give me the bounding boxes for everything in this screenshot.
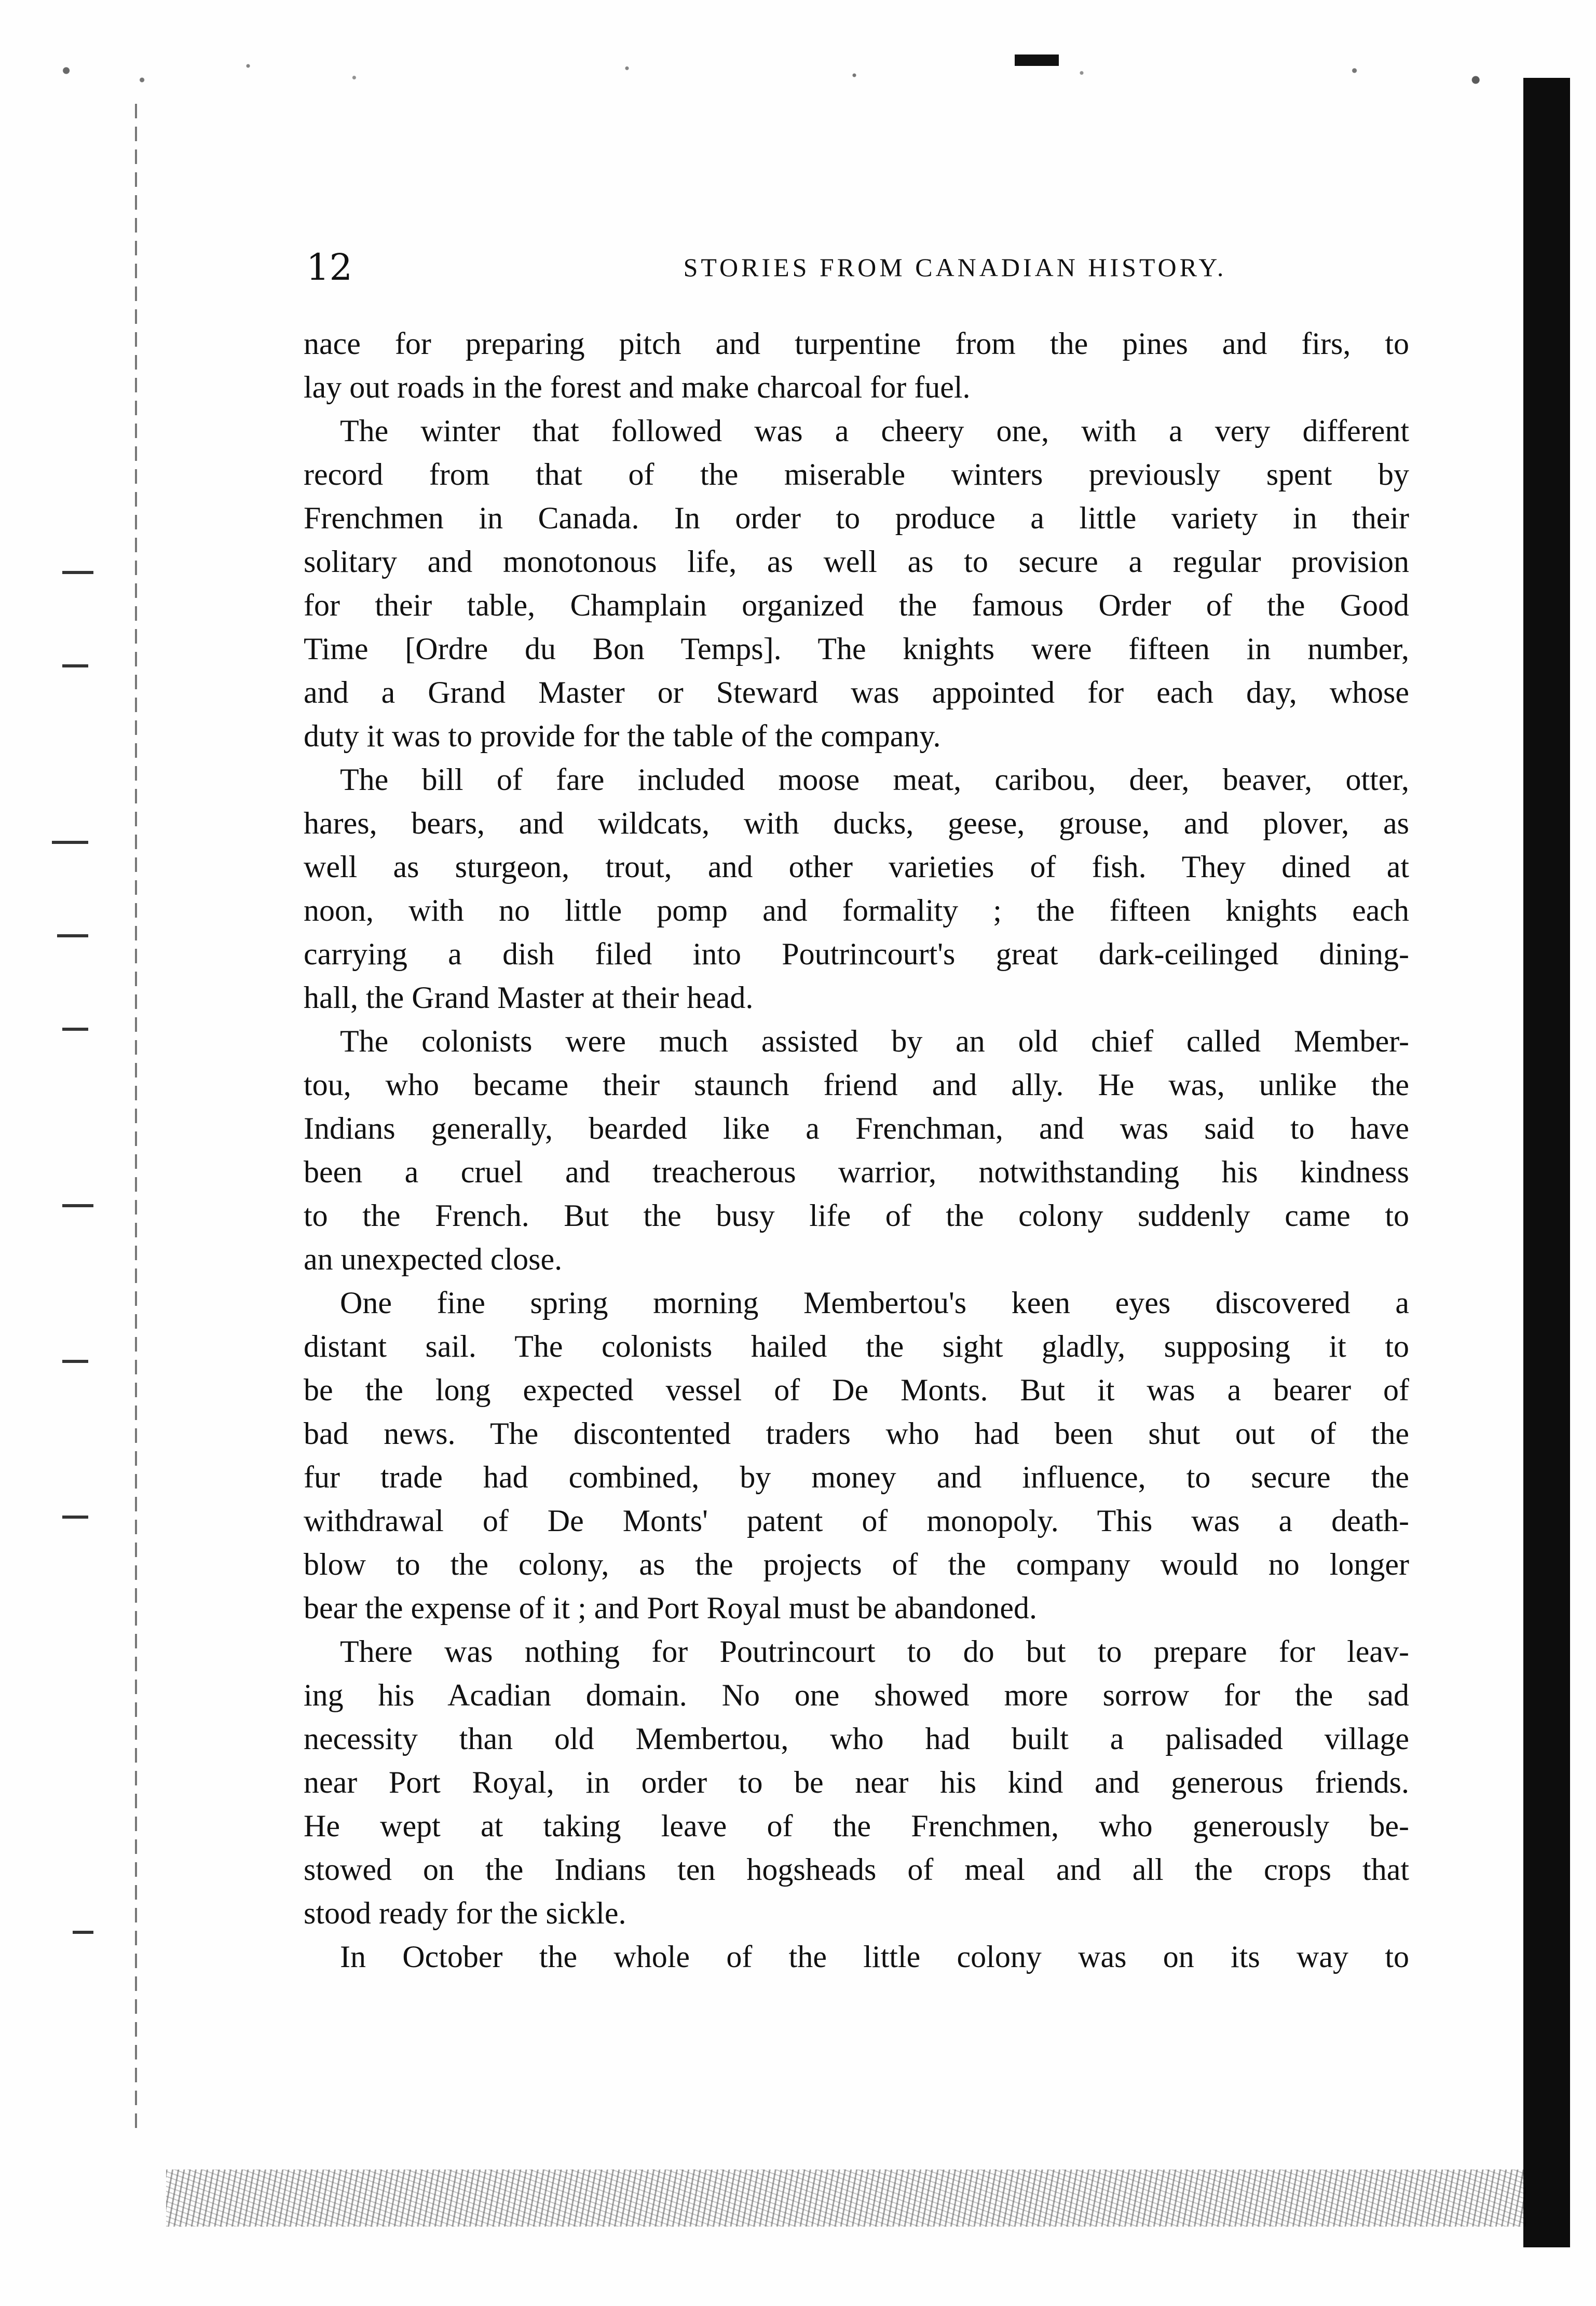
text-line: Indians generally, bearded like a Frenchman, and was said to have [304, 1111, 1409, 1145]
text-line: stowed on the Indians ten hogsheads of meal and all the crops that [304, 1852, 1409, 1887]
paragraph-first-line: The bill of fare included moose meat, caribou, deer, beaver, otter, [340, 762, 1409, 797]
text-line: withdrawal of De Monts' patent of monopoly. This was a death- [304, 1504, 1409, 1538]
text-line: to the French. But the busy life of the colony suddenly came to [304, 1198, 1409, 1233]
text-line: near Port Royal, in order to be near his kind and generous friends. [304, 1765, 1409, 1799]
page-header [306, 244, 1510, 291]
text-line: and a Grand Master or Steward was appointed for each day, whose [304, 675, 1409, 709]
text-line: blow to the colony, as the projects of the company would no longer [304, 1547, 1409, 1581]
text-line: tou, who became their staunch friend and ally. He was, unlike the [304, 1068, 1409, 1102]
margin-tick [62, 1360, 88, 1363]
text-line: been a cruel and treacherous warrior, notwithstanding his kindness [304, 1155, 1409, 1189]
text-line: necessity than old Membertou, who had built a palisaded village [304, 1722, 1409, 1756]
margin-tick [57, 934, 88, 937]
paragraph-first-line: The colonists were much assisted by an old chief called Member- [340, 1024, 1409, 1058]
margin-tick [62, 664, 88, 667]
margin-tick [52, 841, 88, 844]
text-line: solitary and monotonous life, as well as to secure a regular provision [304, 544, 1409, 579]
text-line: distant sail. The colonists hailed the sight gladly, supposing it to [304, 1329, 1409, 1363]
scan-noise-bottom [166, 2169, 1526, 2227]
margin-tick [62, 1516, 88, 1519]
text-line: hall, the Grand Master at their head. [304, 980, 754, 1015]
text-line: hares, bears, and wildcats, with ducks, geese, grouse, and plover, as [304, 806, 1409, 840]
text-line: for their table, Champlain organized the famous Order of the Good [304, 588, 1409, 622]
text-line: Frenchmen in Canada. In order to produce a little variety in their [304, 501, 1409, 535]
text-line: He wept at taking leave of the Frenchmen, who generously be- [304, 1809, 1409, 1843]
text-line: fur trade had combined, by money and influence, to secure the [304, 1460, 1409, 1494]
text-line: be the long expected vessel of De Monts. But it was a bearer of [304, 1373, 1409, 1407]
text-line: nace for preparing pitch and turpentine from the pines and firs, to [304, 326, 1409, 361]
paragraph-first-line: One fine spring morning Membertou's keen eyes discovered a [340, 1286, 1409, 1320]
text-line: bad news. The discontented traders who had been shut out of the [304, 1416, 1409, 1451]
binding-edge [1523, 78, 1570, 2247]
scan-noise-top [21, 52, 1536, 99]
paragraph-first-line: In October the whole of the little colony was on its way to [340, 1940, 1409, 1974]
margin-tick [62, 1204, 93, 1207]
text-line: duty it was to provide for the table of the company. [304, 719, 941, 753]
text-line: bear the expense of it ; and Port Royal must be abandoned. [304, 1591, 1037, 1625]
text-line: an unexpected close. [304, 1242, 563, 1276]
page-number: 12 [306, 246, 353, 289]
text-line: well as sturgeon, trout, and other varieties of fish. They dined at [304, 850, 1409, 884]
paragraph-first-line: There was nothing for Poutrincourt to do but to prepare for leav- [340, 1634, 1409, 1669]
body-text [304, 322, 1409, 1978]
margin-tick [62, 1028, 88, 1031]
running-head: STORIES FROM CANADIAN HISTORY. [683, 253, 1227, 282]
text-line: stood ready for the sickle. [304, 1896, 626, 1930]
text-line: lay out roads in the forest and make charcoal for fuel. [304, 370, 971, 404]
text-line: Time [Ordre du Bon Temps]. The knights were fifteen in number, [304, 632, 1409, 666]
margin-rule [135, 104, 137, 2128]
scan-noise-left-margin [42, 104, 161, 2128]
text-line: carrying a dish filed into Poutrincourt's great dark-ceilinged dining- [304, 937, 1409, 971]
paragraph-first-line: The winter that followed was a cheery one, with a very different [340, 414, 1409, 448]
scan-mark-top [1015, 54, 1059, 66]
text-line: ing his Acadian domain. No one showed more sorrow for the sad [304, 1678, 1409, 1712]
margin-tick [62, 571, 93, 574]
text-line: record from that of the miserable winters previously spent by [304, 457, 1409, 492]
text-line: noon, with no little pomp and formality ; the fifteen knights each [304, 893, 1409, 927]
margin-tick [73, 1931, 93, 1934]
